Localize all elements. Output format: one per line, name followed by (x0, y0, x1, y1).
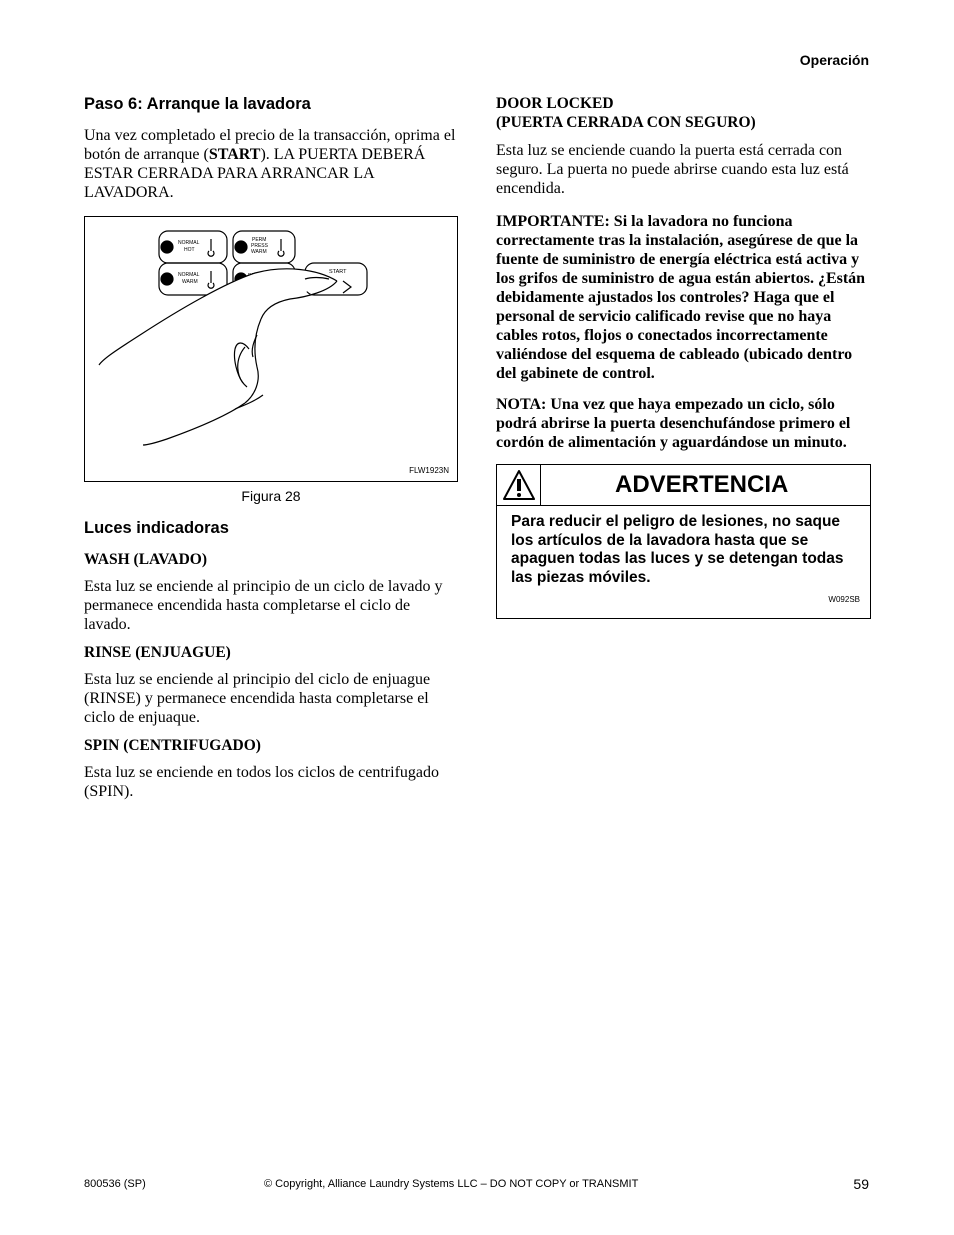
footer-page-number: 59 (853, 1176, 869, 1192)
warning-body (497, 506, 870, 618)
svg-text:WARM: WARM (182, 279, 198, 285)
intro-paragraph: Una vez completado el precio de la transacción, oprima el botón de arranque (START). LA PUERTA DEBERÁ ESTAR CERRADA PARA ARRANCAR LA LAVADORA. (84, 127, 456, 201)
rinse-text: Esta luz se enciende al principio del ciclo de enjuague (RINSE) y permanece encendida hasta completarse el ciclo de enjuaque. (84, 671, 431, 726)
left-column (84, 94, 458, 810)
cycle-note: NOTA: Una vez que haya empezado un ciclo, sólo podrá abrirse la puerta desenchufándose primero el cordón de alimentación y aguardándose un minuto. (496, 396, 851, 451)
warning-triangle-icon (497, 465, 541, 505)
door-locked-title: DOOR LOCKED (PUERTA CERRADA CON SEGURO) (496, 95, 756, 131)
svg-text:HOT: HOT (184, 247, 195, 253)
figure-start-button (84, 216, 458, 482)
warning-code: W092SB (828, 595, 860, 604)
svg-text:NORMAL: NORMAL (178, 272, 200, 278)
warning-title: ADVERTENCIA (615, 471, 789, 498)
wash-title: WASH (LAVADO) (84, 551, 208, 568)
section-header: Operación (799, 52, 869, 68)
lights-title: Luces indicadoras (84, 519, 229, 537)
warning-header (497, 465, 870, 506)
spin-title: SPIN (CENTRIFUGADO) (84, 737, 261, 754)
warning-text: Para reducir el peligro de lesiones, no saque los artículos de la lavadora hasta que se apaguen todas las luces y se detengan todas las piezas móviles. (511, 513, 844, 586)
spin-text: Esta luz se enciende en todos los ciclos de centrifugado (SPIN). (84, 764, 439, 800)
figure-caption: Figura 28 (241, 488, 301, 504)
right-column (496, 94, 871, 619)
footer-copyright: © Copyright, Alliance Laundry Systems LLC – DO NOT COPY or TRANSMIT (264, 1178, 639, 1190)
svg-text:START: START (329, 269, 347, 275)
warning-box (496, 464, 871, 619)
svg-text:PRESS: PRESS (251, 243, 268, 249)
svg-text:NORMAL: NORMAL (178, 240, 200, 246)
step-title: Paso 6: Arranque la lavadora (84, 95, 311, 113)
important-note: IMPORTANTE: Si la lavadora no funciona correctamente tras la instalación, asegúrese de que la fuente de suministro de energía eléctrica está activa y los grifos de suministro de agua están abiertos. ¿Están debidamente ajustados los controles? Haga que el personal de servicio calificado revise que no haya cables rotos, flojos o conectados incorrectamente valiéndose del esquema de cableado (ubicado dentro del gabinete de control. (496, 213, 866, 382)
figure-code: FLW1923N (409, 466, 449, 475)
svg-text:WARM: WARM (251, 249, 267, 255)
svg-text:PERM: PERM (252, 237, 267, 243)
rinse-title: RINSE (ENJUAGUE) (84, 644, 231, 661)
wash-text: Esta luz se enciende al principio de un ciclo de lavado y permanece encendida hasta completarse el ciclo de lavado. (84, 578, 443, 633)
footer-doc-number: 800536 (SP) (84, 1178, 146, 1190)
hand-pressing-start-illustration (85, 217, 457, 481)
door-locked-text: Esta luz se enciende cuando la puerta está cerrada con seguro. La puerta no puede abrirse cuando esta luz está encendida. (496, 142, 849, 197)
